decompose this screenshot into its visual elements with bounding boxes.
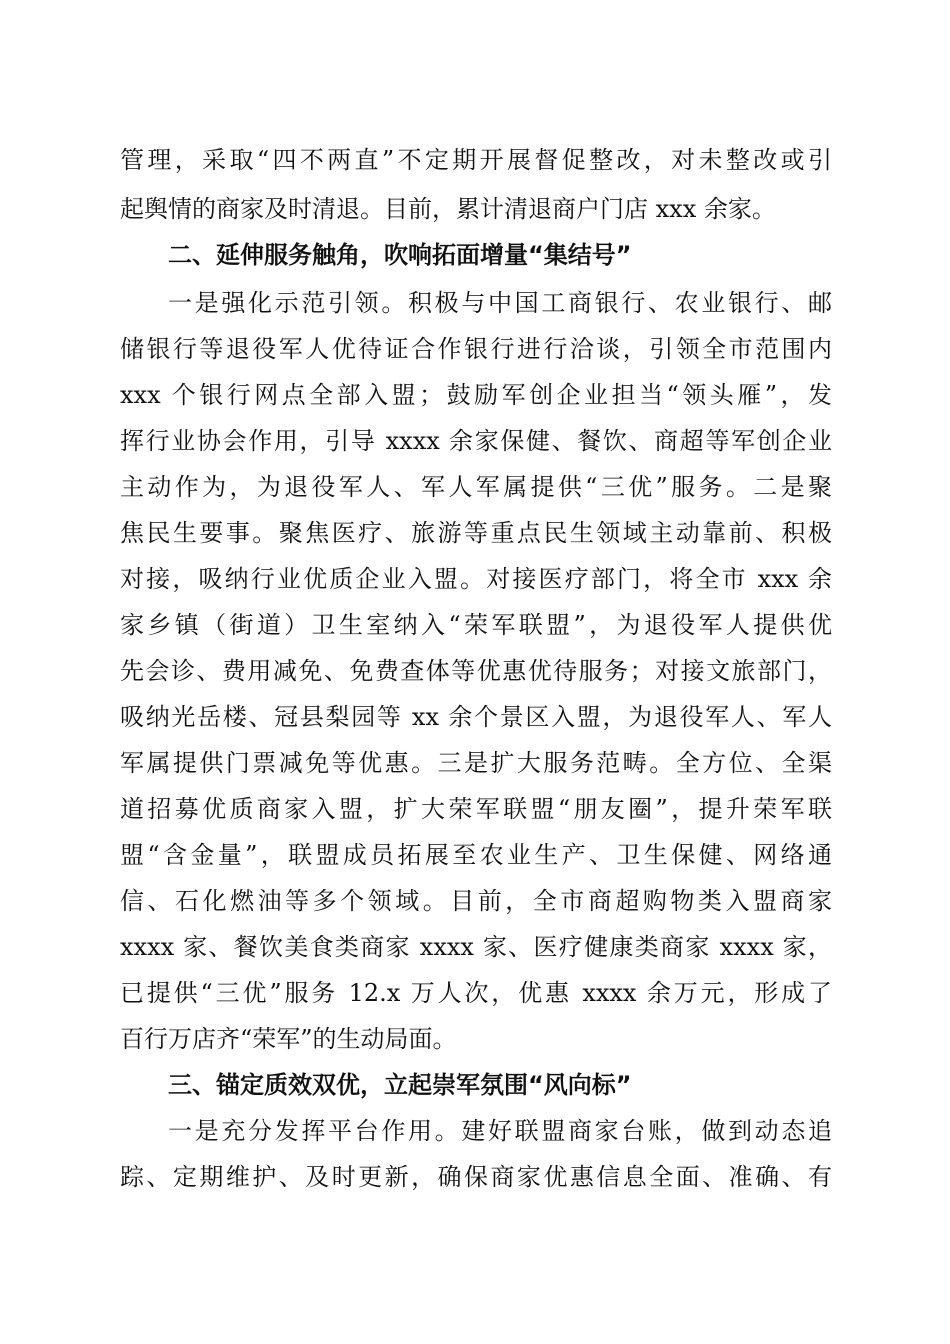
paragraph-line: 百行万店齐“荣军”的生动局面。 [120, 1025, 457, 1053]
section-heading-3: 三、锚定质效双优，立起崇军氛围“风向标” [168, 1071, 632, 1099]
paragraph-line: 先会诊、费用减免、免费查体等优惠优待服务；对接文旅部门， [120, 657, 832, 685]
paragraph-line: 已提供“三优”服务 12.x 万人次，优惠 xxxx 余万元，形成了 [120, 979, 832, 1007]
paragraph-line: 军属提供门票减免等优惠。三是扩大服务范畴。全方位、全渠 [120, 749, 832, 777]
section-heading-2: 二、延伸服务触角，吹响拓面增量“集结号” [168, 241, 632, 269]
paragraph-line: 吸纳光岳楼、冠县梨园等 xx 余个景区入盟，为退役军人、军人 [120, 703, 832, 731]
paragraph-line: 信、石化燃油等多个领域。目前，全市商超购物类入盟商家 [120, 887, 832, 915]
paragraph-line: 对接，吸纳行业优质企业入盟。对接医疗部门，将全市 xxx 余 [120, 565, 832, 593]
paragraph-line: 焦民生要事。聚焦医疗、旅游等重点民生领域主动靠前、积极 [120, 519, 832, 547]
paragraph-line: 一是充分发挥平台作用。建好联盟商家台账，做到动态追 [168, 1117, 832, 1145]
paragraph-line: xxxx 家、餐饮美食类商家 xxxx 家、医疗健康类商家 xxxx 家， [120, 933, 832, 961]
paragraph-line: 挥行业协会作用，引导 xxxx 余家保健、餐饮、商超等军创企业 [120, 427, 832, 455]
paragraph-line: 道招募优质商家入盟，扩大荣军联盟“朋友圈”，提升荣军联 [120, 795, 832, 823]
paragraph-line: 盟“含金量”，联盟成员拓展至农业生产、卫生保健、网络通 [120, 841, 832, 869]
paragraph-line: 踪、定期维护、及时更新，确保商家优惠信息全面、准确、有 [120, 1163, 832, 1191]
paragraph-line: xxx 个银行网点全部入盟；鼓励军创企业担当“领头雁”，发 [120, 381, 832, 409]
paragraph-line: 家乡镇（街道）卫生室纳入“荣军联盟”，为退役军人提供优 [120, 611, 832, 639]
paragraph-line: 管理，采取“四不两直”不定期开展督促整改，对未整改或引 [120, 146, 832, 174]
paragraph-line: 一是强化示范引领。积极与中国工商银行、农业银行、邮 [168, 289, 832, 317]
paragraph-line: 储银行等退役军人优待证合作银行进行洽谈，引领全市范围内 [120, 335, 832, 363]
paragraph-line: 起舆情的商家及时清退。目前，累计清退商户门店 xxx 余家。 [120, 195, 776, 223]
paragraph-line: 主动作为，为退役军人、军人军属提供“三优”服务。二是聚 [120, 473, 832, 501]
